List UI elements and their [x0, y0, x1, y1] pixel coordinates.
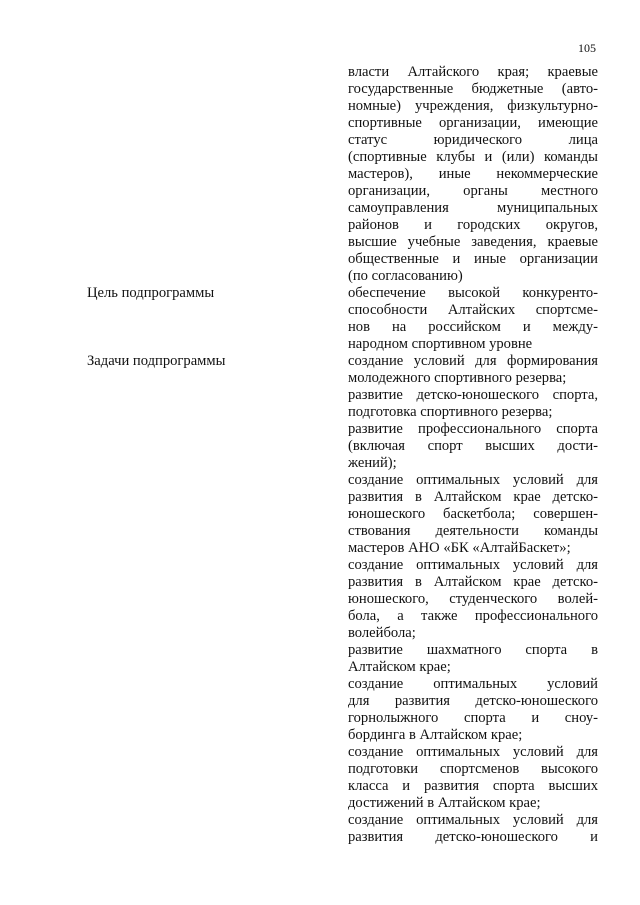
- text-line: подготовки спортсменов высокого: [348, 761, 598, 777]
- text-line: статус юридического лица: [348, 132, 598, 148]
- text-line: создание оптимальных условий: [348, 676, 598, 692]
- text-line: нов на российском и между-: [348, 319, 598, 335]
- text-line: создание оптимальных условий для: [348, 812, 598, 828]
- text-line: создание оптимальных условий для: [348, 472, 598, 488]
- text-line: мастеров АНО «БК «АлтайБаскет»;: [348, 540, 571, 556]
- text-line: подготовка спортивного резерва;: [348, 404, 553, 420]
- text-line: способности Алтайских спортсме-: [348, 302, 598, 318]
- text-line: районов и городских округов,: [348, 217, 598, 233]
- text-line: номные) учреждения, физкультурно-: [348, 98, 598, 114]
- text-line: юношеского, студенческого волей-: [348, 591, 598, 607]
- text-line: создание оптимальных условий для: [348, 744, 598, 760]
- text-line: общественные и иные организации: [348, 251, 598, 267]
- text-line: жений);: [348, 455, 397, 471]
- text-line: (включая спорт высших дости-: [348, 438, 598, 454]
- text-line: власти Алтайского края; краевые: [348, 64, 598, 80]
- text-line: развитие шахматного спорта в: [348, 642, 598, 658]
- text-line: юношеского баскетбола; совершен-: [348, 506, 598, 522]
- text-line: бола, а также профессионального: [348, 608, 598, 624]
- text-line: бординга в Алтайском крае;: [348, 727, 523, 743]
- text-line: развитие профессионального спорта: [348, 421, 598, 437]
- text-line: горнолыжного спорта и сноу-: [348, 710, 598, 726]
- row-label: Задачи подпрограммы: [87, 353, 226, 369]
- text-line: (по согласованию): [348, 268, 463, 284]
- row-label: Цель подпрограммы: [87, 285, 215, 301]
- text-line: самоуправления муниципальных: [348, 200, 598, 216]
- page-number: 105: [578, 41, 596, 55]
- text-line: народном спортивном уровне: [348, 336, 533, 352]
- text-line: высшие учебные заведения, краевые: [348, 234, 598, 250]
- text-line: создание условий для формирования: [348, 353, 598, 369]
- text-line: мастеров), иные некоммерческие: [348, 166, 598, 182]
- text-line: создание оптимальных условий для: [348, 557, 598, 573]
- text-line: развития детско-юношеского и: [348, 829, 598, 845]
- text-line: обеспечение высокой конкуренто-: [348, 285, 598, 301]
- text-line: (спортивные клубы и (или) команды: [348, 149, 598, 165]
- text-line: развитие детско-юношеского спорта,: [348, 387, 598, 403]
- text-line: класса и развития спорта высших: [348, 778, 598, 794]
- text-line: развития в Алтайском крае детско-: [348, 574, 598, 590]
- text-line: развития в Алтайском крае детско-: [348, 489, 598, 505]
- text-line: Алтайском крае;: [348, 659, 451, 675]
- text-line: волейбола;: [348, 625, 416, 641]
- text-line: ствования деятельности команды: [348, 523, 598, 539]
- text-line: государственные бюджетные (авто-: [348, 81, 598, 97]
- text-line: спортивные организации, имеющие: [348, 115, 598, 131]
- text-line: организации, органы местного: [348, 183, 598, 199]
- text-line: достижений в Алтайском крае;: [348, 795, 541, 811]
- text-line: для развития детско-юношеского: [348, 693, 598, 709]
- text-line: молодежного спортивного резерва;: [348, 370, 567, 386]
